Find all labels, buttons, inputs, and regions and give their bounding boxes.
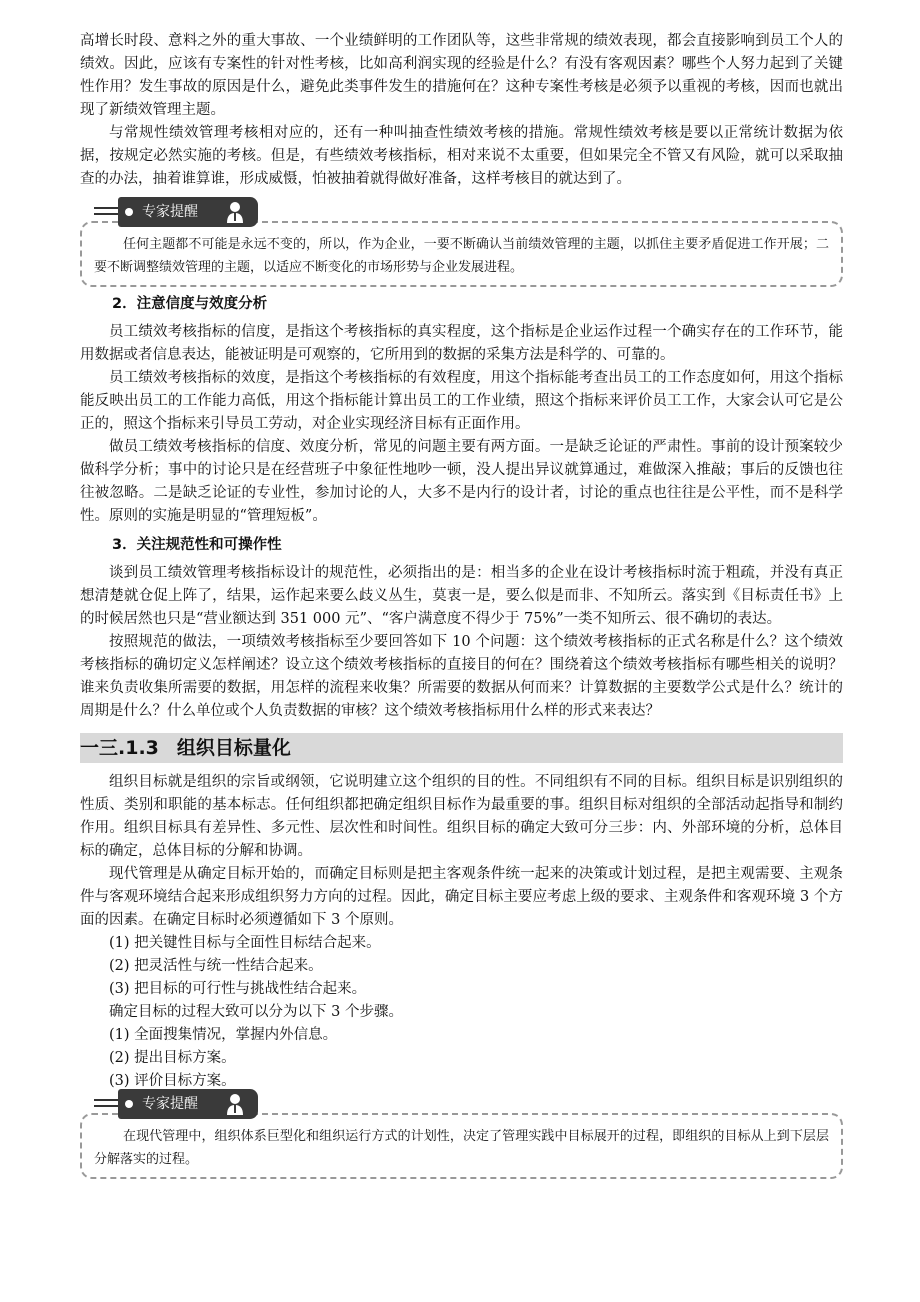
expert-tip-label: 专家提醒 <box>142 204 198 220</box>
expert-tip-tag <box>118 197 258 227</box>
list-item: (1) 全面搜集情况，掌握内外信息。 <box>109 1027 338 1043</box>
expert-tip-content <box>80 221 843 287</box>
document-page <box>80 30 843 1179</box>
paragraph: 员工绩效考核指标的效度，是指这个考核指标的有效程度，用这个指标能考查出员工的工作态度如何，用这个指标能反映出员工的工作能力高低，用这个指标能计算出员工的工作业绩，照这个指标来评价员工工作，大家会认可它是公正的，照这个指标来引导员工劳动，对企业实现经济目标有正面作用。 <box>80 370 843 432</box>
list-item: (3) 把目标的可行性与挑战性结合起来。 <box>109 981 367 997</box>
tag-dot-icon <box>125 208 133 216</box>
tip-text: 任何主题都不可能是永远不变的，所以，作为企业，一要不断确认当前绩效管理的主题，以抓住主要矛盾促进工作开展；二要不断调整绩效管理的主题，以适应不断变化的市场形势与企业发展进程。 <box>94 237 829 275</box>
paragraph: 谈到员工绩效管理考核指标设计的规范性，必须指出的是：相当多的企业在设计考核指标时流于粗疏，并没有真正想清楚就仓促上阵了，结果，运作起来要么歧义丛生，莫衷一是，要么似是而非、不知所云。落实到《目标责任书》上的时候居然也只是“营业额达到 351 000 元”、“客户满意度不得少于 75%”一类不知所云、很不确切的表达。 <box>80 565 843 627</box>
section-number: 一三.1.3 <box>80 737 159 759</box>
paragraph: 做员工绩效考核指标的信度、效度分析，常见的问题主要有两方面。一是缺乏论证的严肃性。事前的设计预案较少做科学分析；事中的讨论只是在经营班子中象征性地吵一顿，没人提出异议就算通过，难做深入推敲；事后的反馈也往往被忽略。二是缺乏论证的专业性，参加讨论的人，大多不是内行的设计者，讨论的重点也往往是公平性，而不是科学性。原则的实施是明显的“管理短板”。 <box>80 439 843 524</box>
paragraph: 按照规范的做法，一项绩效考核指标至少要回答如下 10 个问题：这个绩效考核指标的正式名称是什么？这个绩效考核指标的确切定义怎样阐述？设立这个绩效考核指标的直接目的何在？围绕着这个绩效考核指标有哪些相关的说明？谁来负责收集所需要的数据，用怎样的流程来收集？所需要的数据从何而来？计算数据的主要数学公式是什么？统计的周期是什么？什么单位或个人负责数据的审核？这个绩效考核指标用什么样的形式来表达？ <box>80 634 843 719</box>
section-heading <box>80 733 843 763</box>
expert-tip-box <box>80 197 843 287</box>
list-item: (2) 把灵活性与统一性结合起来。 <box>109 958 323 974</box>
expert-tip-label: 专家提醒 <box>142 1096 198 1112</box>
paragraph: 现代管理是从确定目标开始的，而确定目标则是把主客观条件统一起来的决策或计划过程，是把主观需要、主观条件与客观环境结合起来形成组织努力方向的过程。因此，确定目标主要应考虑上级的要求、主观条件和客观环境 3 个方面的因素。在确定目标时必须遵循如下 3 个原则。 <box>80 866 843 928</box>
paragraph: 组织目标就是组织的宗旨或纲领，它说明建立这个组织的目的性。不同组织有不同的目标。组织目标是识别组织的性质、类别和职能的基本标志。任何组织都把确定组织目标作为最重要的事。组织目标对组织的全部活动起指导和制约作用。组织目标具有差异性、多元性、层次性和时间性。组织目标的确定大致可分三步：内、外部环境的分析，总体目标的确定，总体目标的分解和协调。 <box>80 774 843 859</box>
person-icon <box>226 201 244 223</box>
list-item: (3) 评价目标方案。 <box>109 1073 236 1089</box>
expert-tip-header <box>80 197 843 227</box>
list-item: (2) 提出目标方案。 <box>109 1050 236 1066</box>
list-intro: 确定目标的过程大致可以分为以下 3 个步骤。 <box>109 1004 403 1020</box>
expert-tip-tag <box>118 1089 258 1119</box>
expert-tip-content <box>80 1113 843 1179</box>
subheading: 3．关注规范性和可操作性 <box>112 537 282 553</box>
expert-tip-header <box>80 1089 843 1119</box>
paragraph: 与常规性绩效管理考核相对应的，还有一种叫抽查性绩效考核的措施。常规性绩效考核是要以正常统计数据为依据，按规定必然实施的考核。但是，有些绩效考核指标，相对来说不太重要，但如果完全不管又有风险，就可以采取抽查的办法，抽着谁算谁，形成威慑，怕被抽着就得做好准备，这样考核目的就达到了。 <box>80 125 843 187</box>
section-title: 组织目标量化 <box>176 737 291 759</box>
tip-text: 在现代管理中，组织体系巨型化和组织运行方式的计划性，决定了管理实践中目标展开的过程，即组织的目标从上到下层层分解落实的过程。 <box>94 1129 829 1167</box>
subheading: 2．注意信度与效度分析 <box>112 296 268 312</box>
list-item: (1) 把关键性目标与全面性目标结合起来。 <box>109 935 381 951</box>
person-icon <box>226 1093 244 1115</box>
tag-dot-icon <box>125 1100 133 1108</box>
paragraph: 高增长时段、意料之外的重大事故、一个业绩鲜明的工作团队等，这些非常规的绩效表现，都会直接影响到员工个人的绩效。因此，应该有专案性的针对性考核，比如高利润实现的经验是什么？有没有客观因素？哪些个人努力起到了关键性作用？发生事故的原因是什么，避免此类事件发生的措施何在？这种专案性考核是必须予以重视的考核，因而也就出现了新绩效管理主题。 <box>80 33 843 118</box>
expert-tip-box <box>80 1089 843 1179</box>
paragraph: 员工绩效考核指标的信度，是指这个考核指标的真实程度，这个指标是企业运作过程一个确实存在的工作环节，能用数据或者信息表达，能被证明是可观察的，它所用到的数据的采集方法是科学的、可靠的。 <box>80 324 843 363</box>
